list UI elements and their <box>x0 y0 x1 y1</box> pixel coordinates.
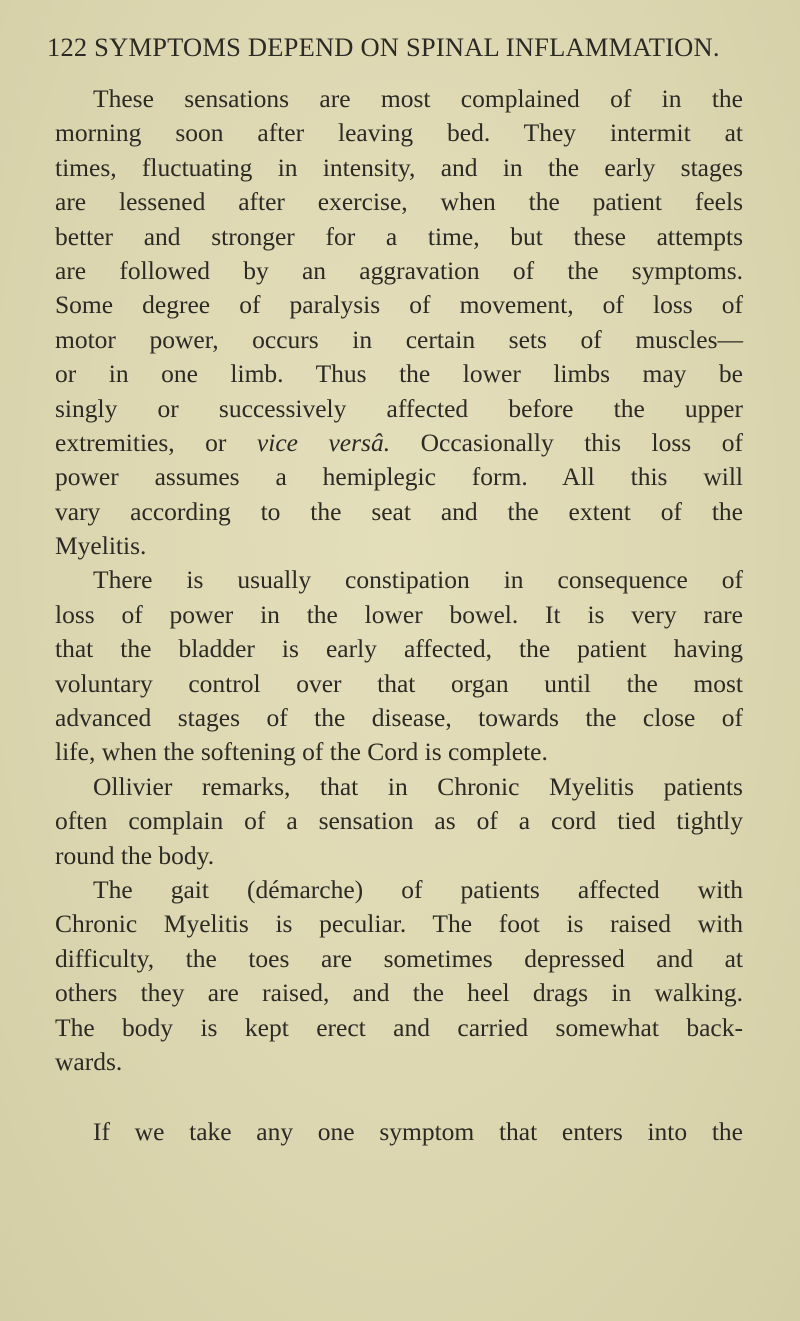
text-line: Myelitis. <box>55 531 147 561</box>
text-line: morning soon after leaving bed. They intermit at <box>55 118 743 148</box>
text-line: advanced stages of the disease, towards the close of <box>55 703 743 733</box>
paragraph-gap <box>55 1079 743 1115</box>
text-line: difficulty, the toes are sometimes depressed and at <box>55 943 743 973</box>
text-line: power assumes a hemiplegic form. All this will <box>55 462 743 492</box>
text-line: Chronic Myelitis is peculiar. The foot is raised with <box>55 909 743 939</box>
text-line: loss of power in the lower bowel. It is very rare <box>55 599 743 629</box>
text-line: These sensations are most complained of in the <box>93 84 743 113</box>
italic-phrase: vice versâ. <box>256 427 391 457</box>
text-line: times, fluctuating in intensity, and in the early stages <box>55 152 743 182</box>
text-line: There is usually constipation in consequence of <box>93 565 743 595</box>
text-line: or in one limb. Thus the lower limbs may be <box>55 359 743 389</box>
text-line: The gait (démarche) of patients affected with <box>93 874 743 904</box>
text-line: life, when the softening of the Cord is complete. <box>55 737 548 767</box>
text-line: The body is kept erect and carried somewhat back- <box>55 1012 743 1042</box>
text-line: that the bladder is early affected, the patient having <box>55 634 743 664</box>
text-line: are lessened after exercise, when the patient feels <box>55 187 743 217</box>
body-text <box>55 82 743 1150</box>
text-segment: extremities, or <box>55 427 257 457</box>
text-line: wards. <box>55 1046 123 1076</box>
text-line: often complain of a sensation as of a cord tied tightly <box>55 806 743 836</box>
text-line: others they are raised, and the heel drags in walking. <box>55 978 743 1008</box>
text-line: better and stronger for a time, but these attempts <box>55 221 743 251</box>
text-line: vary according to the seat and the extent of the <box>55 496 743 526</box>
text-line <box>55 426 743 460</box>
text-line: voluntary control over that organ until the most <box>55 668 743 698</box>
running-head: 122 SYMPTOMS DEPEND ON SPINAL INFLAMMATION. <box>47 32 720 62</box>
text-line: are followed by an aggravation of the symptoms. <box>55 255 743 285</box>
text-line: motor power, occurs in certain sets of muscles— <box>55 324 743 354</box>
text-line: Ollivier remarks, that in Chronic Myelitis patients <box>93 771 743 801</box>
text-line: round the body. <box>55 840 215 870</box>
text-line: singly or successively affected before the upper <box>55 393 743 423</box>
text-segment: Occasionally this loss of <box>390 427 743 457</box>
text-line: Some degree of paralysis of movement, of loss of <box>55 290 743 320</box>
text-line: If we take any one symptom that enters into the <box>93 1117 743 1147</box>
